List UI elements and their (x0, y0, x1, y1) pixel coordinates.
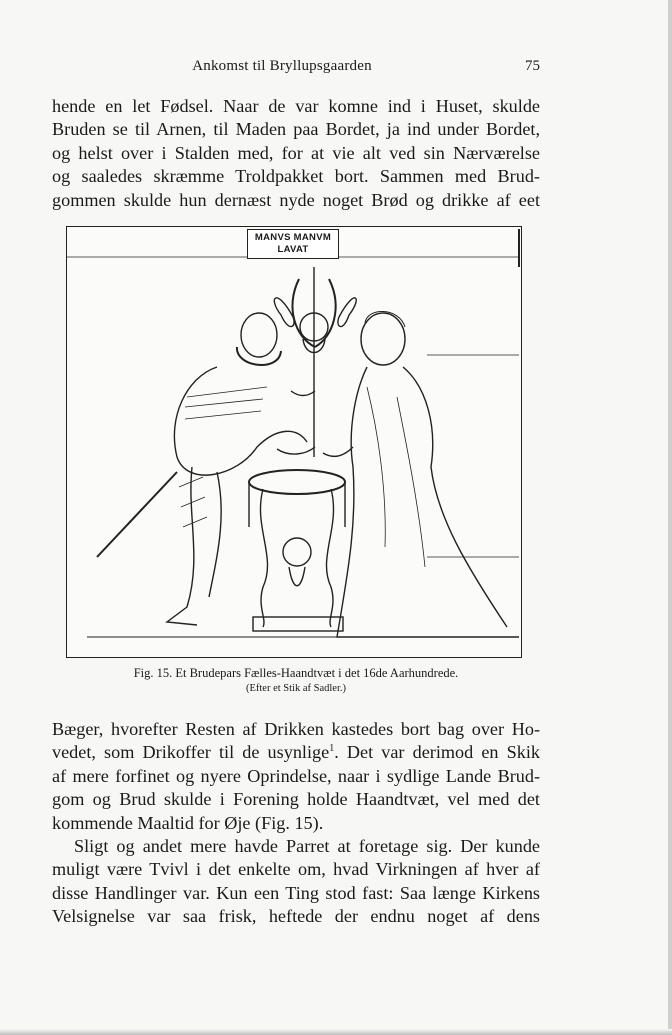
text-fragment: . Det var derimod en Skik (334, 742, 540, 763)
paragraph-3 (52, 835, 540, 929)
running-title: Ankomst til Bryllupsgaarden (192, 58, 372, 74)
paragraph-2 (52, 718, 540, 835)
text-fragment: vedet, som Drikoffer til de usynlige (52, 742, 330, 763)
paragraph-1 (52, 95, 540, 212)
text-line: gom og Brud skulde i Forening holde Haandtvæt, vel med det (52, 789, 540, 810)
text-line (52, 741, 540, 764)
text-line: kommende Maaltid for Øje (Fig. 15). (52, 812, 324, 833)
text-line: Sligt og andet mere havde Parret at foretage sig. Der kunde (74, 836, 540, 856)
motto-banner (247, 229, 339, 259)
text-line: og saaledes skræmme Troldpakket bort. Sammen med Brud- (52, 166, 540, 187)
text-line: hende en let Fødsel. Naar de var komne ind i Huset, skulde (52, 96, 540, 116)
figure-caption: Fig. 15. Et Brudepars Fælles-Haandtvæt i det 16de Aarhundrede. (133, 666, 459, 680)
engraving-illustration (67, 227, 522, 658)
motto-line: LAVAT (277, 244, 309, 255)
page-header (52, 58, 540, 80)
motto-line: MANVS MANVM (254, 232, 332, 243)
page-number: 75 (525, 58, 540, 74)
text-line: gommen skulde hun dernæst nyde noget Brød og drikke af eet (52, 189, 540, 210)
text-line: Velsignelse var saa frisk, heftede der endnu noget af dens (52, 906, 540, 927)
text-line: muligt være Tvivl i det enkelte om, hvad Virkningen af hver af (52, 859, 540, 880)
footnote-mark: 1 (329, 743, 335, 755)
text-line: og helst over i Stalden med, for at vie alt ved sin Nærværelse (52, 142, 540, 163)
figure-source: (Efter et Stik af Sadler.) (245, 683, 346, 694)
text-line: Bruden se til Arnen, til Maden paa Bordet, ja ind under Bordet, (52, 119, 540, 140)
text-line: af mere forfinet og nyere Oprindelse, naar i sydlige Lande Brud- (52, 765, 540, 786)
text-line: disse Handlinger var. Kun een Ting stod fast: Saa længe Kirkens (52, 882, 540, 903)
engraving-figure (66, 226, 522, 658)
text-line: Bæger, hvorefter Resten af Drikken kastedes bort bag over Ho- (52, 719, 540, 739)
page-edge (668, 0, 672, 1035)
page-bottom-edge (0, 1029, 672, 1035)
